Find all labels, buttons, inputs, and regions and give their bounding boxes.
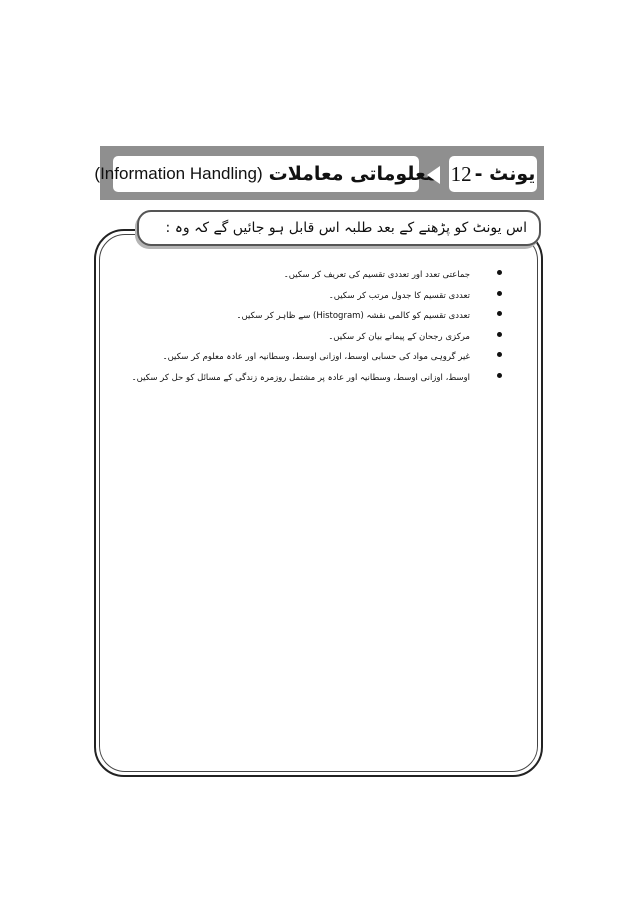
objective-text: غیر گروہی مواد کی حسابی اوسط، اوزانی اوسط، وسطانیہ اور عادہ معلوم کر سکیں۔ (162, 352, 470, 362)
objective-text: تعددی تقسیم کو کالمی نقشہ (Histogram) سے ظاہر کر سکیں۔ (236, 311, 470, 321)
bullet-dot-icon (497, 332, 502, 337)
objective-text: تعددی تقسیم کا جدول مرتب کر سکیں۔ (328, 290, 470, 301)
learning-objectives-list (131, 262, 502, 385)
left-pointing-triangle-icon (427, 166, 440, 184)
bullet-dot-icon (497, 311, 502, 316)
unit-number-box (449, 156, 537, 192)
learning-outcomes-intro: اس یونٹ کو پڑھنے کے بعد طلبہ اس قابل ہو جائیں گے کہ وہ : (165, 220, 527, 236)
unit-label: یونٹ - (474, 163, 536, 185)
objective-item (230, 283, 502, 304)
chapter-title-box (94, 156, 438, 192)
bullet-dot-icon (497, 373, 502, 378)
bullet-dot-icon (497, 352, 502, 357)
objective-text: جماعتی تعدد اور تعددی تقسیم کی تعریف کر سکیں۔ (283, 270, 470, 280)
objective-item (230, 303, 502, 324)
objective-item (230, 262, 502, 283)
objective-item (162, 344, 502, 365)
objective-item (230, 324, 502, 345)
unit-number: 12 (450, 161, 472, 186)
chapter-title-english: (Information Handling) (94, 164, 263, 183)
objective-text: اوسط، اوزانی اوسط، وسطانیہ اور عادہ پر مشتمل روزمرہ زندگی کے مسائل کو حل کر سکیں۔ (131, 372, 470, 383)
bullet-dot-icon (497, 270, 502, 275)
learning-outcomes-intro-box (137, 210, 541, 246)
objective-text: مرکزی رجحان کے پیمانے بیان کر سکیں۔ (328, 331, 470, 342)
chapter-title-urdu: معلوماتی معاملات (268, 163, 438, 185)
bullet-dot-icon (497, 291, 502, 296)
objective-item (131, 365, 502, 386)
